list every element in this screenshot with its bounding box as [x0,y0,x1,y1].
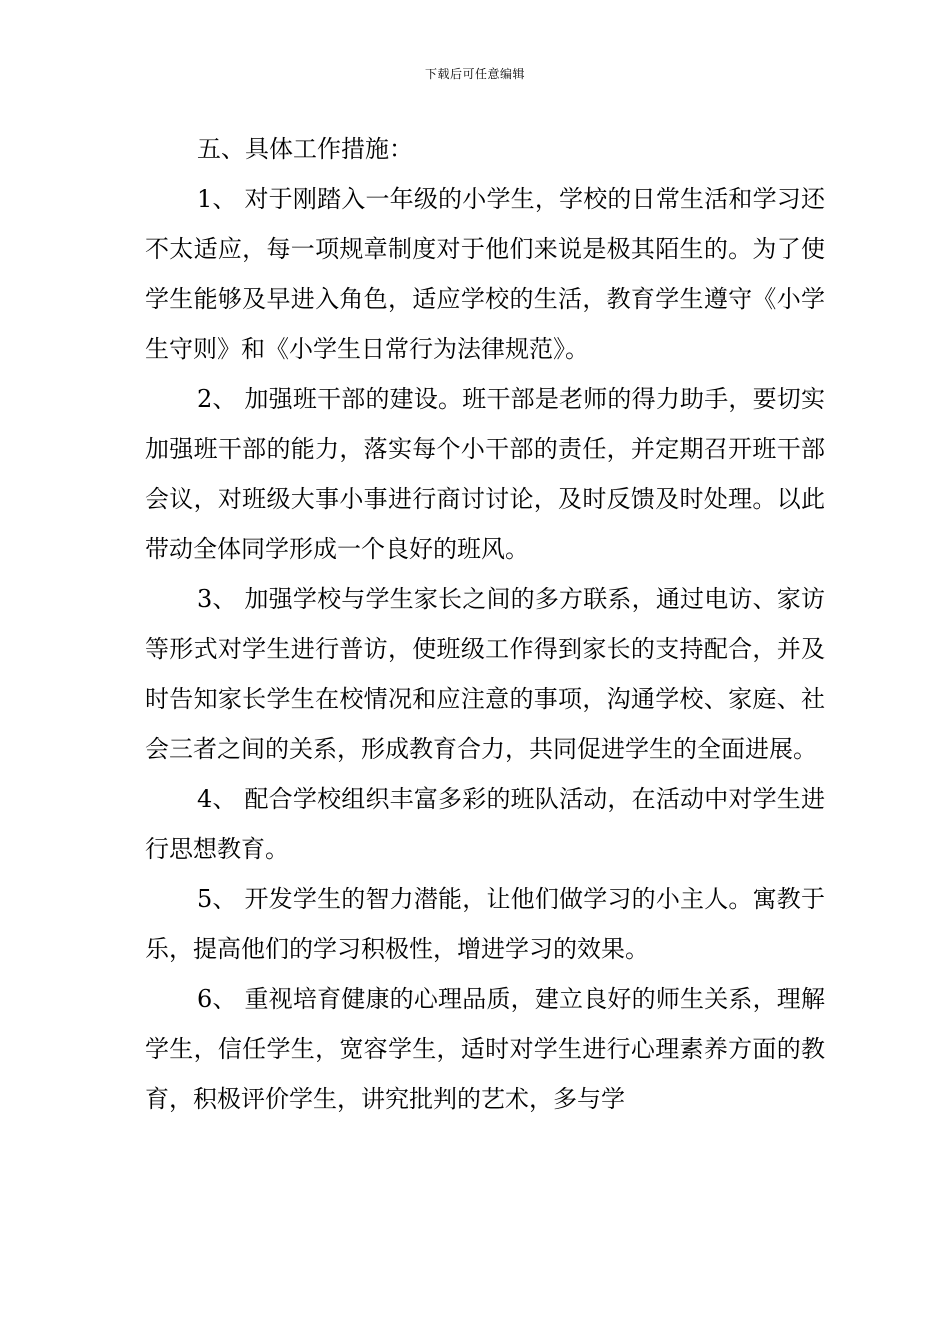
paragraph-3: 3、 加强学校与学生家长之间的多方联系，通过电访、家访等形式对学生进行普访，使班级工作得到家长的支持配合，并及时告知家长学生在校情况和应注意的事项，沟通学校、家庭、社会三者之间的关系，形成教育合力，共同促进学生的全面进展。 [145,585,825,763]
paragraph-1: 1、 对于刚踏入一年级的小学生，学校的日常生活和学习还不太适应，每一项规章制度对于他们来说是极其陌生的。为了使学生能够及早进入角色，适应学校的生活，教育学生遵守《小学生守则》和《小学生日常行为法律规范》。 [145,185,825,363]
paragraph-6: 6、 重视培育健康的心理品质，建立良好的师生关系，理解学生，信任学生，宽容学生，适时对学生进行心理素养方面的教育，积极评价学生，讲究批判的艺术，多与学 [145,985,825,1113]
document-body [145,124,825,1124]
paragraph-2: 2、 加强班干部的建设。班干部是老师的得力助手，要切实加强班干部的能力，落实每个小干部的责任，并定期召开班干部会议，对班级大事小事进行商讨讨论，及时反馈及时处理。以此带动全体同学形成一个良好的班风。 [145,385,825,563]
page-header: 下载后可任意编辑 [424,67,525,81]
paragraph-4: 4、 配合学校组织丰富多彩的班队活动，在活动中对学生进行思想教育。 [145,785,825,863]
section-heading: 五、具体工作措施： [197,135,413,163]
paragraph-5: 5、 开发学生的智力潜能，让他们做学习的小主人。寓教于乐，提高他们的学习积极性，增进学习的效果。 [145,885,825,963]
